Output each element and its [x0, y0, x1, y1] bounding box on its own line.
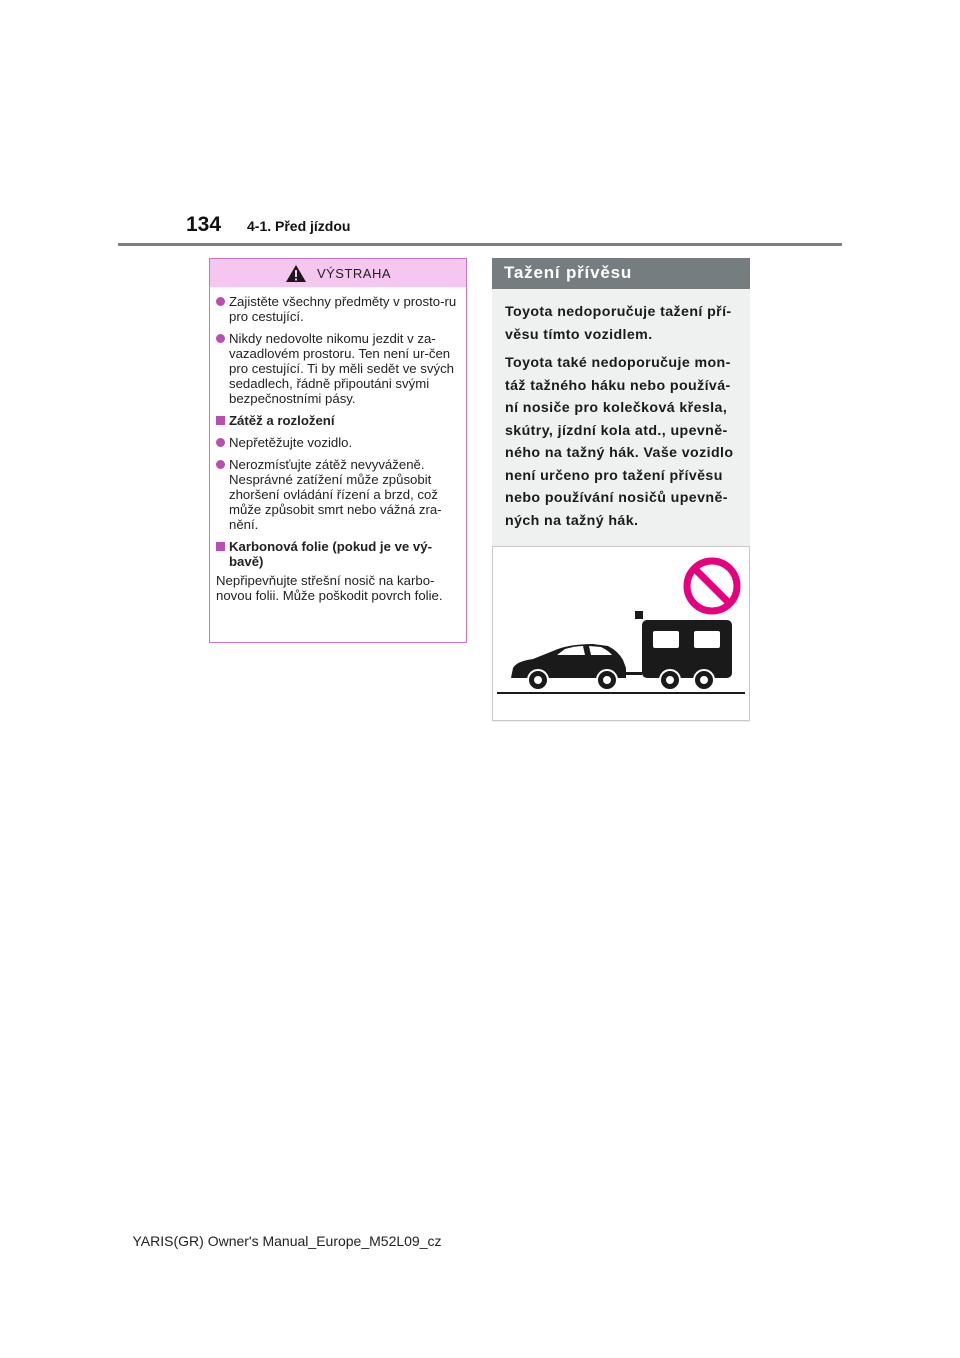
car-icon	[511, 644, 626, 690]
warning-item	[216, 457, 460, 532]
footer-text: YARIS(GR) Owner's Manual_Europe_M52L09_cz	[132, 1233, 442, 1249]
warning-title: VÝSTRAHA	[316, 265, 392, 281]
section-title: 4-1. Před jízdou	[247, 218, 351, 234]
towing-panel	[492, 258, 750, 722]
towing-paragraph: Toyota také nedoporučuje mon-táž tažného háku nebo používá-ní nosiče pro kolečková křesla, skútry, jízdní kola atd., upevně-ného na tažný hák. Vaše vozidlo není určeno pro tažení přívěsu nebo používání nosičů upevně-ných na tažný hák.	[505, 355, 734, 529]
warning-subheading	[216, 413, 460, 428]
bullet-dot-icon	[216, 438, 225, 447]
page-footer	[0, 1233, 960, 1251]
car-towing-trailer-illustration	[493, 547, 749, 720]
towing-title: Tažení přívěsu	[492, 258, 750, 289]
page-number: 134	[186, 213, 222, 236]
warning-triangle-icon	[285, 264, 307, 283]
bullet-dot-icon	[216, 297, 225, 306]
warning-subheading-text: Zátěž a rozložení	[229, 413, 335, 428]
warning-subheading-text: Karbonová folie (pokud je ve vý-bavě)	[229, 539, 432, 569]
warning-item-text: Nepřetěžujte vozidlo.	[229, 435, 353, 450]
warning-item	[216, 294, 460, 324]
warning-item-text: Nikdy nedovolte nikomu jezdit v za-vazadlovém prostoru. Ten není ur-čen pro cestující. Ti by měli sedět ve svých sedadlech, řádně připoutáni svými bezpečnostními pásy.	[229, 331, 455, 406]
warning-paragraph: Nepřipevňujte střešní nosič na karbo-novou folii. Může poškodit povrch folie.	[216, 573, 443, 603]
prohibition-icon	[687, 561, 737, 611]
towing-illustration	[492, 546, 750, 721]
warning-subheading	[216, 539, 460, 569]
warning-box	[209, 258, 467, 643]
bullet-dot-icon	[216, 334, 225, 343]
trailer-icon	[635, 611, 732, 690]
warning-item	[216, 331, 460, 406]
bullet-dot-icon	[216, 460, 225, 469]
warning-item-text: Nerozmísťujte zátěž nevyváženě. Nesprávné zatížení může způsobit zhoršení ovládání řízení a brzd, což může způsobit smrt nebo vážná zra-nění.	[229, 457, 442, 532]
towing-paragraph: Toyota nedoporučuje tažení pří-věsu tímto vozidlem.	[505, 304, 732, 343]
header-divider	[118, 243, 842, 246]
bullet-square-icon	[216, 542, 225, 551]
warning-item-text: Zajistěte všechny předměty v prosto-ru pro cestující.	[229, 294, 457, 324]
tow-hitch	[626, 672, 642, 675]
warning-header	[210, 259, 466, 287]
warning-item	[216, 435, 460, 450]
bullet-square-icon	[216, 416, 225, 425]
